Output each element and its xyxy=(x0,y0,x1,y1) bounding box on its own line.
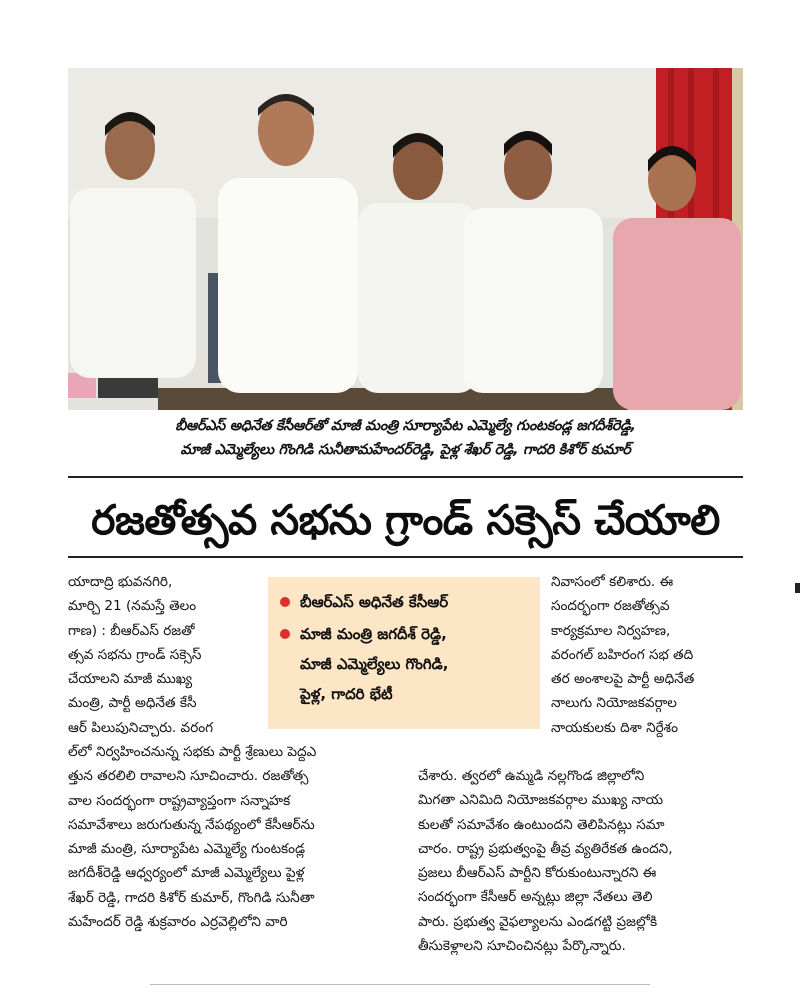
article-line: యాదాద్రి భువనగిరి, xyxy=(68,574,173,590)
article-line: త్తున తరలిలి రావాలని సూచించారు. రజతోత్స xyxy=(68,768,309,785)
headline-divider xyxy=(68,556,743,558)
article-line: నాయకులకు దిశా నిర్దేశం xyxy=(551,719,679,736)
article-line: త్సవ సభను గ్రాండ్ సక్సెస్ xyxy=(68,646,202,663)
article-line: చేశారు. త్వరలో ఉమ్మడి నల్లగొండ జిల్లాలోని xyxy=(418,768,645,784)
article-line: ప్రజలు బీఆర్ఎస్ పార్టీని కోరుకుంటున్నారని ఈ xyxy=(418,865,657,882)
article-line: శేఖర్ రెడ్డి, గాదరి కిశోర్ కుమార్, గొంగిడి సునీతా xyxy=(68,889,315,906)
caption-line: బీఆర్ఎస్ అధినేత కేసీఆర్‌తో మాజీ మంత్రి సూర్యాపేట ఎమ్మెల్యే గుంటకండ్ల జగదీశ్‌రెడ్డి, xyxy=(175,418,636,434)
highlight-item xyxy=(280,619,532,709)
article-line: మంత్రి, పార్టీ అధినేత కేసీ xyxy=(68,695,197,712)
group-photo-icon xyxy=(68,68,743,410)
bullet-icon xyxy=(280,629,290,639)
headline: రజతోత్సవ సభను గ్రాండ్ సక్సెస్ చేయాలి xyxy=(91,496,720,544)
article-line: మాజీ మంత్రి, సూర్యాపేట ఎమ్మెల్యే గుంటకండ్ల xyxy=(68,841,306,858)
article-line: వాల సందర్భంగా రాష్ట్రవ్యాప్తంగా సన్నాహక xyxy=(68,792,291,809)
article-line: పారు. ప్రభుత్వ వైఫల్యాలను ఎండగట్టి ప్రజల్లోకి xyxy=(418,913,658,930)
article-lower-right-column xyxy=(418,764,743,958)
article-line: సందర్భంగా రజతోత్సవ xyxy=(551,598,670,615)
article-line: తీసుకెళ్లాలని సూచించినట్లు పేర్కొన్నారు. xyxy=(418,938,626,955)
caption-line: మాజీ ఎమ్మెల్యేలు గొంగిడి సునీతామహేందర్‌రెడ్డి, పైళ్ల శేఖర్ రెడ్డి, గాదరి కిశోర్ కుమార్ xyxy=(180,442,631,458)
article-line: సందర్భంగా కేసీఆర్ అన్నట్లు జిల్లా నేతలు తెలి xyxy=(418,889,653,906)
article-line: మహేందర్ రెడ్డి శుక్రవారం ఎర్రవెల్లిలోని వారి xyxy=(68,914,288,931)
article-line: కార్యక్రమాల నిర్వహణ, xyxy=(551,622,671,639)
article-line: కులతో సమావేశం ఉంటుందని తెలిపినట్లు సమా xyxy=(418,816,665,833)
highlight-line: బీఆర్ఎస్ అధినేత కేసీఆర్ xyxy=(300,593,449,611)
article-line: నివాసంలో కలిశారు. ఈ xyxy=(551,574,674,590)
highlight-box xyxy=(268,577,540,729)
article-right-column xyxy=(551,570,743,740)
article-line: ల్‌లో నిర్వహించనున్న సభకు పార్టీ శ్రేణులు పెద్దఎ xyxy=(68,744,317,760)
article-line: సమావేశాలు జరుగుతున్న నేపథ్యంలో కేసీఆర్‌ను xyxy=(68,816,315,833)
article-line: గాణ) : బీఆర్ఎస్ రజతో xyxy=(68,622,195,639)
article-line: నాలుగు నియోజకవర్గాల xyxy=(551,695,677,712)
article-line: జగదీశ్‌రెడ్డి ఆధ్వర్యంలో మాజీ ఎమ్మెల్యేలు పైళ్ల xyxy=(68,865,305,882)
bottom-divider xyxy=(150,984,650,985)
photo-caption xyxy=(68,414,743,462)
article-line: మార్చి 21 (నమస్తే తెలం xyxy=(68,598,197,615)
article-line: తర అంశాలపై పార్టీ అధినేత xyxy=(551,671,695,688)
highlight-item xyxy=(280,587,532,617)
highlight-line: మాజీ మంత్రి జగదీశ్ రెడ్డి, xyxy=(300,625,447,643)
caption-divider xyxy=(68,476,743,478)
article-left-column xyxy=(68,570,260,740)
bullet-icon xyxy=(280,597,290,607)
article-line: వరంగల్ బహిరంగ సభ తది xyxy=(551,646,694,663)
highlight-line: పైళ్ల, గాదరి భేటీ xyxy=(300,685,393,703)
article-line: చారం. రాష్ట్ర ప్రభుత్వంపై తీవ్ర వ్యతిరేకత ఉందని, xyxy=(418,840,673,857)
article-lower-left-column xyxy=(68,740,400,934)
article-line: మిగతా ఎనిమిది నియోజకవర్గాల ముఖ్య నాయ xyxy=(418,792,664,809)
margin-mark xyxy=(795,583,800,593)
highlight-line: మాజీ ఎమ్మెల్యేలు గొంగిడి, xyxy=(300,655,449,673)
news-photo xyxy=(68,68,743,410)
article-line: చేయాలని మాజీ ముఖ్య xyxy=(68,671,193,688)
article-line: ఆర్ పిలుపునిచ్చారు. వరంగ xyxy=(68,719,214,736)
